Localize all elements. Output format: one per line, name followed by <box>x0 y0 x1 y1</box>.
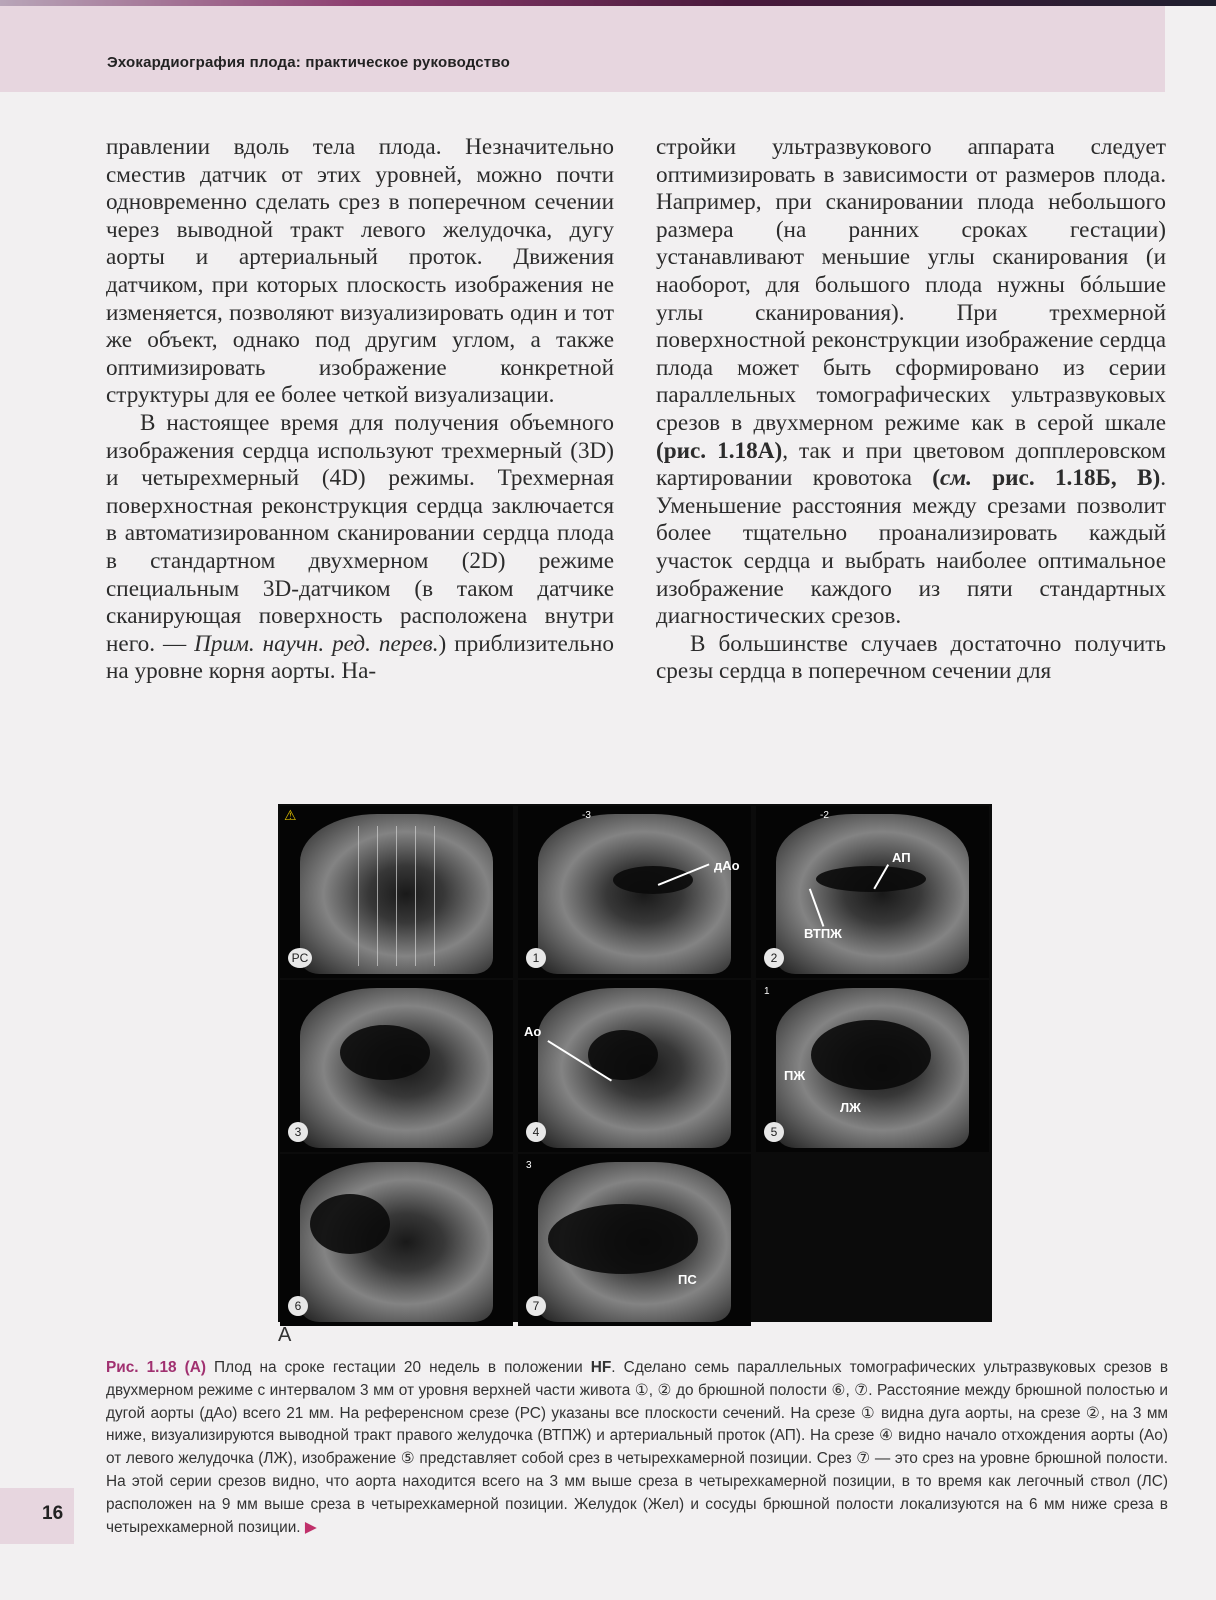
slice-badge: 5 <box>764 1122 784 1142</box>
label-dao: дАо <box>714 858 740 873</box>
slice-badge: 7 <box>526 1296 546 1316</box>
figure-reference[interactable]: (рис. 1.18А) <box>656 437 783 464</box>
ultrasound-slice-5 <box>756 980 989 1152</box>
slice-badge: PC <box>288 948 312 968</box>
ultrasound-slice-6 <box>280 1154 513 1326</box>
depth-mark: 3 <box>526 1160 532 1171</box>
label-lzh: ЛЖ <box>840 1100 861 1115</box>
figure-panel-letter: А <box>278 1324 292 1346</box>
depth-mark: 1 <box>764 986 770 997</box>
slice-plane-lines <box>340 826 440 966</box>
running-header <box>0 6 1165 92</box>
label-ap: АП <box>892 850 911 865</box>
depth-mark: -3 <box>582 810 591 821</box>
label-ao: Ао <box>524 1024 542 1039</box>
editor-note: Прим. научн. ред. перев. <box>194 630 439 657</box>
running-header-title: Эхокардиография плода: практическое руководство <box>107 54 510 71</box>
text-column-right <box>656 134 1166 686</box>
slice-badge: 1 <box>526 948 546 968</box>
ultrasound-slice-3 <box>280 980 513 1152</box>
figure-reference[interactable]: (см. рис. 1.18Б, В) <box>932 465 1161 492</box>
ultrasound-slice-7 <box>518 1154 751 1326</box>
warning-icon: ⚠ <box>284 808 297 824</box>
paragraph: правлении вдоль тела плода. Незначительно сместив датчик от этих уровней, можно почти одновременно сделать срез в поперечном сечении через выводной тракт левого желудочка, дугу аорты и артериальный проток. Движения датчиком, при которых плоскость изображения не изменяется, позволяют визуализировать один и тот же объект, однако под другим углом, а также оптимизировать изображение конкретной структуры для ее более четкой визуализации. <box>106 134 614 409</box>
paragraph: В большинстве случаев достаточно получить срезы сердца в поперечном сечении для <box>656 630 1166 685</box>
slice-badge: 3 <box>288 1122 308 1142</box>
ultrasound-slice-1 <box>518 806 751 978</box>
ultrasound-slice-reference <box>280 806 513 978</box>
label-vtpzh: ВТПЖ <box>804 926 842 941</box>
paragraph: В настоящее время для получения объемного изображения сердца используют трехмерный (3D) и четырехмерный (4D) режимы. Трехмерная поверхностная реконструкция сердца заключается в автоматизированном сканировании сердца плода в стандартном двухмерном (2D) режиме специальным 3D-датчиком (в таком датчике сканирующая поверхность расположена внутри него. — Прим. научн. ред. перев.) приблизительно на уровне корня аорты. На- <box>106 409 614 685</box>
ultrasound-slice-4 <box>518 980 751 1152</box>
ultrasound-slice-2 <box>756 806 989 978</box>
slice-badge: 4 <box>526 1122 546 1142</box>
page-number: 16 <box>42 1503 64 1524</box>
paragraph: стройки ультразвукового аппарата следует оптимизировать в зависимости от размеров плода. Например, при сканировании плода небольшого размера (на ранних сроках гестации) устанавливают меньшие углы сканирования (и наоборот, для большого плода нужны бóльшие углы сканирования). При трехмерной поверхностной реконструкции изображение сердца плода может быть сформировано из серии параллельных томографических ультразвуковых срезов в двухмерном режиме как в серой шкале (рис. 1.18А), так и при цветовом допплеровском картировании кровотока (см. рис. 1.18Б, В). Уменьшение расстояния между срезами позволит более тщательно проанализировать каждый участок сердца и выбрать наиболее оптимальное изображение каждого из пяти стандартных диагностических срезов. <box>656 134 1166 630</box>
text-column-left <box>106 134 614 686</box>
slice-badge: 6 <box>288 1296 308 1316</box>
depth-mark: -2 <box>820 810 829 821</box>
label-pzh: ПЖ <box>784 1068 806 1083</box>
label-ps: ПС <box>678 1272 697 1287</box>
ultrasound-figure <box>278 804 992 1322</box>
caption-figure-number: Рис. 1.18 (А) <box>106 1359 206 1376</box>
slice-badge: 2 <box>764 948 784 968</box>
continue-arrow-icon: ▶ <box>304 1518 317 1536</box>
figure-caption: Рис. 1.18 (А) Плод на сроке гестации 20 недель в положении HF. Сделано семь параллельных томографических ультразвуковых срезов в двухмерном режиме с интервалом 3 мм от уровня верхней части живота ①, ② до брюшной полости ⑥, ⑦. Расстояние между брюшной полостью и дугой аорты (дАо) всего 21 мм. На референсном срезе (РС) указаны все плоскости сечений. На срезе ① видна дуга аорты, на срезе ②, на 3 мм ниже, визуализируются выводной тракт правого желудочка (ВТПЖ) и артериальный проток (АП). На срезе ④ видно начало отхождения аорты (Ао) от левого желудочка (ЛЖ), изображение ⑤ представляет собой срез в четырехкамерной позиции. Срез ⑦ — это срез на уровне брюшной полости. На этой серии срезов видно, что аорта находится всего на 3 мм выше среза в четырехкамерной позиции, в то время как легочный ствол (ЛС) расположен на 9 мм выше среза в четырехкамерной позиции. Желудок (Жел) и сосуды брюшной полости локализуются на 6 мм ниже среза в четырехкамерной позиции. ▶ <box>106 1359 1169 1536</box>
